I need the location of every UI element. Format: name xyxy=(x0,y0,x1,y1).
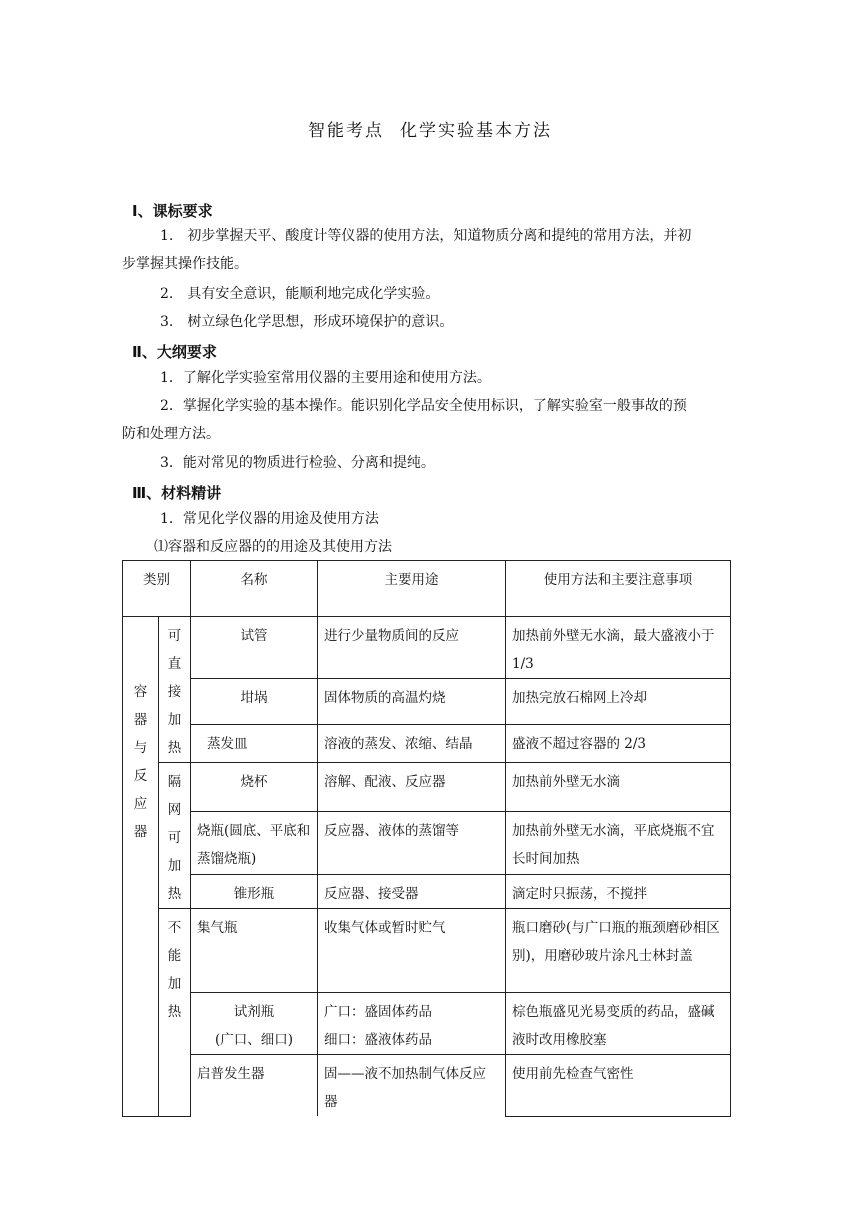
cell-name xyxy=(191,993,318,1055)
cell-use: 固体物质的高温灼烧 xyxy=(318,679,506,725)
cell-note: 加热前外壁无水滴，最大盛液小于 1/3 xyxy=(506,617,731,679)
instrument-table xyxy=(122,560,731,1117)
subcategory-char: 不 xyxy=(167,920,182,936)
table-header-row xyxy=(123,561,731,617)
subcategory-char: 热 xyxy=(167,740,182,756)
cell-note: 滴定时只振荡，不搅拌 xyxy=(506,874,731,908)
text-line: 防和处理方法。 xyxy=(122,426,220,442)
subcategory-char: 可 xyxy=(167,628,182,644)
subcategory-char: 接 xyxy=(167,684,182,700)
cell-name-line: 试剂瓶 xyxy=(233,1004,275,1020)
text-line: 3. 树立绿色化学思想，形成环境保护的意识。 xyxy=(160,314,454,330)
subcategory-char: 加 xyxy=(167,712,182,728)
section-1-item-2 xyxy=(122,280,734,308)
text-line: 1. 初步掌握天平、酸度计等仪器的使用方法，知道物质分离和提纯的常用方法，并初 xyxy=(160,228,692,244)
table-row xyxy=(123,725,731,763)
section-2-item-1 xyxy=(122,364,734,392)
cell-note: 盛液不超过容器的 2/3 xyxy=(506,725,731,763)
subcategory-char: 可 xyxy=(167,830,182,846)
text-line: 2. 具有安全意识，能顺利地完成化学实验。 xyxy=(160,286,440,302)
text-line: ⑴容器和反应器的的用途及其使用方法 xyxy=(154,539,392,555)
text-line: 步掌握其操作技能。 xyxy=(122,256,248,272)
cell-note: 使用前先检查气密性 xyxy=(506,1055,731,1117)
section-2-item-2 xyxy=(122,392,734,448)
cell-name-line: (广口、细口) xyxy=(214,1032,294,1048)
cell-use: 固——液不加热制气体反应器 xyxy=(318,1055,506,1117)
cell-name: 锥形瓶 xyxy=(191,874,318,908)
table-row xyxy=(123,874,731,908)
section-heading-2: Ⅱ、大纲要求 xyxy=(132,343,217,361)
section-heading-1: Ⅰ、课标要求 xyxy=(132,202,213,220)
category-char: 与 xyxy=(133,740,148,756)
cell-use: 溶解、配液、反应器 xyxy=(318,763,506,812)
cell-name: 坩埚 xyxy=(191,679,318,725)
section-2-item-3 xyxy=(122,449,734,477)
title-part2: 化学实验基本方法 xyxy=(400,121,552,141)
header-category: 类别 xyxy=(123,561,191,617)
cell-use: 反应器、接受器 xyxy=(318,874,506,908)
cell-note: 瓶口磨砂(与广口瓶的瓶颈磨砂相区别)，用磨砂玻片涂凡士林封盖 xyxy=(506,909,731,993)
header-use: 主要用途 xyxy=(318,561,506,617)
header-name: 名称 xyxy=(191,561,318,617)
cell-use: 收集气体或暂时贮气 xyxy=(318,909,506,993)
title-part1: 智能考点 xyxy=(308,121,384,141)
category-char: 反 xyxy=(133,768,148,784)
cell-use xyxy=(318,993,506,1055)
section-1-item-1 xyxy=(122,222,734,278)
cell-name: 蒸发皿 xyxy=(191,725,318,763)
header-note: 使用方法和主要注意事项 xyxy=(506,561,731,617)
text-line: 1．了解化学实验室常用仪器的主要用途和使用方法。 xyxy=(160,370,491,386)
subcategory-char: 热 xyxy=(167,1004,182,1020)
text-line: 2．掌握化学实验的基本操作。能识别化学品安全使用标识，了解实验室一般事故的预 xyxy=(160,398,687,414)
cell-use-line: 细口：盛液体药品 xyxy=(324,1032,432,1048)
table-row xyxy=(123,679,731,725)
category-char: 器 xyxy=(133,712,148,728)
section-3-item-1 xyxy=(122,505,734,533)
cell-use: 反应器、液体的蒸馏等 xyxy=(318,811,506,874)
category-container-reactor xyxy=(123,617,159,1117)
table-row xyxy=(123,909,731,993)
page-title xyxy=(0,116,860,141)
table-row xyxy=(123,1055,731,1117)
subcategory-no-heat xyxy=(159,909,191,1117)
cell-use: 进行少量物质间的反应 xyxy=(318,617,506,679)
cell-note: 加热前外壁无水滴，平底烧瓶不宜长时间加热 xyxy=(506,811,731,874)
subcategory-mesh-heat xyxy=(159,763,191,909)
text-line: 3．能对常见的物质进行检验、分离和提纯。 xyxy=(160,455,435,471)
subcategory-char: 网 xyxy=(167,802,182,818)
subcategory-char: 加 xyxy=(167,976,182,992)
subcategory-char: 隔 xyxy=(167,774,182,790)
section-1-item-3 xyxy=(122,308,734,336)
subcategory-char: 热 xyxy=(167,886,182,902)
cell-use: 溶液的蒸发、浓缩、结晶 xyxy=(318,725,506,763)
table-row xyxy=(123,811,731,874)
category-char: 容 xyxy=(133,684,148,700)
cell-name: 试管 xyxy=(191,617,318,679)
cell-note: 加热前外壁无水滴 xyxy=(506,763,731,812)
cell-name: 启普发生器 xyxy=(191,1055,318,1117)
table-row xyxy=(123,617,731,679)
cell-use-line: 广口：盛固体药品 xyxy=(324,1004,432,1020)
table-row xyxy=(123,763,731,812)
category-char: 应 xyxy=(133,796,148,812)
section-heading-3: Ⅲ、材料精讲 xyxy=(132,484,222,502)
text-line: 1．常见化学仪器的用途及使用方法 xyxy=(160,511,379,527)
cell-name: 集气瓶 xyxy=(191,909,318,993)
cell-note: 加热完放石棉网上冷却 xyxy=(506,679,731,725)
subcategory-char: 加 xyxy=(167,858,182,874)
cell-name: 烧瓶(圆底、平底和蒸馏烧瓶) xyxy=(191,811,318,874)
subcategory-direct-heat xyxy=(159,617,191,763)
cell-note: 棕色瓶盛见光易变质的药品，盛碱液时改用橡胶塞 xyxy=(506,993,731,1055)
subcategory-char: 直 xyxy=(167,656,182,672)
cell-name: 烧杯 xyxy=(191,763,318,812)
section-3-item-2 xyxy=(122,533,734,561)
table-row xyxy=(123,993,731,1055)
category-char: 器 xyxy=(133,824,148,840)
subcategory-char: 能 xyxy=(167,948,182,964)
